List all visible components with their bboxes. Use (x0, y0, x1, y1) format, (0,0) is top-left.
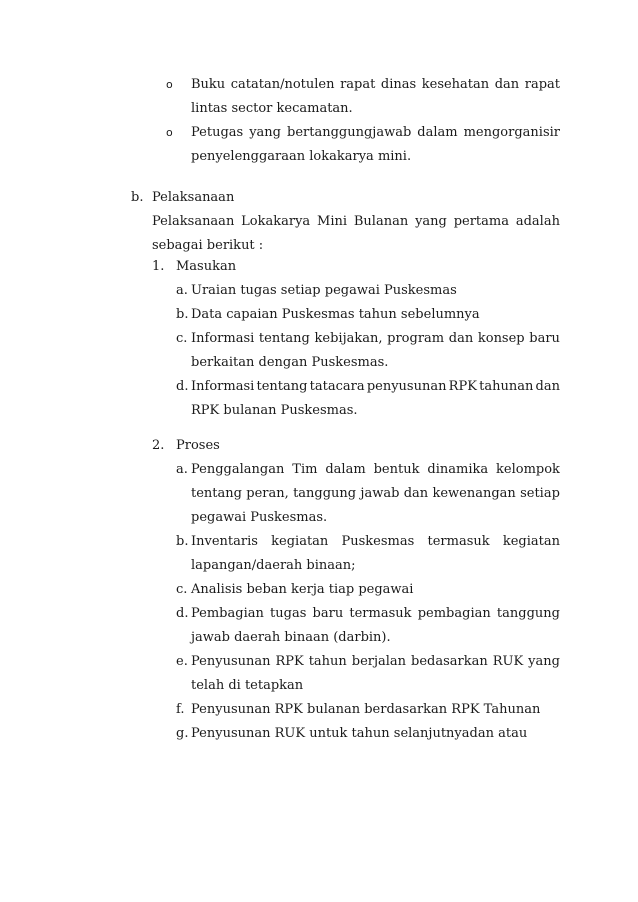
word: RPK (448, 379, 477, 394)
word: kesehatan (421, 77, 490, 92)
item-text (191, 702, 540, 718)
item-marker (176, 534, 188, 550)
text-line: Uraian tugas setiap pegawai Puskesmas (191, 283, 457, 298)
word: rapat (524, 77, 560, 92)
item-text (191, 558, 356, 574)
word: peran, (246, 486, 289, 501)
text-line: d. (176, 379, 189, 394)
word: program (387, 331, 445, 346)
word: Inventaris (191, 534, 258, 549)
list-number (152, 259, 164, 275)
item-text (191, 726, 527, 742)
text-line: o (166, 78, 173, 91)
word: setiap (520, 486, 560, 501)
text-line: c. (176, 331, 188, 346)
text-line: g. (176, 726, 189, 741)
bullet-text (191, 77, 560, 93)
word: tentang (191, 486, 242, 501)
word: kebijakan, (314, 331, 383, 346)
word: Bulanan (353, 214, 409, 229)
bullet-marker (166, 125, 173, 141)
word: tahunan (479, 379, 534, 394)
text-line: Pelaksanaan (152, 190, 235, 205)
word: RUK (492, 654, 524, 669)
word: dinas (380, 77, 417, 92)
bullet-text (191, 101, 353, 117)
text-line: lapangan/daerah binaan; (191, 558, 356, 573)
word: kegiatan (502, 534, 560, 549)
item-text (191, 582, 413, 598)
bullet-marker (166, 77, 173, 93)
item-marker (176, 606, 188, 622)
word: termasuk (427, 534, 490, 549)
item-text (191, 355, 388, 371)
word: tatacara (309, 379, 365, 394)
word: dan (403, 486, 429, 501)
word: dinamika (427, 462, 489, 477)
text-line: 2. (152, 438, 165, 453)
section-intro (152, 214, 560, 230)
word: tugas (270, 606, 307, 621)
item-text (191, 283, 457, 299)
item-text (191, 307, 480, 323)
word: Informasi (191, 379, 255, 394)
text-line (191, 379, 560, 395)
word: penyusunan (366, 379, 447, 394)
bullet-text (191, 149, 411, 165)
text-line: Proses (176, 438, 220, 453)
text-line: jawab daerah binaan (darbin). (191, 630, 391, 645)
word: yang (415, 214, 447, 229)
word: Penyusunan (191, 654, 271, 669)
text-line: c. (176, 582, 188, 597)
word: Mini (317, 214, 348, 229)
text-line: Penyusunan RUK untuk tahun selanjutnyadan atau (191, 726, 528, 741)
word: yang (528, 654, 560, 669)
text-line: 1. (152, 259, 165, 274)
word: Buku (191, 77, 226, 92)
word: Pembagian (191, 606, 264, 621)
item-text (191, 379, 560, 395)
item-marker (176, 726, 188, 742)
text-line: e. (176, 654, 188, 669)
list-number (152, 438, 164, 454)
text-line (191, 462, 560, 478)
word: termasuk (349, 606, 412, 621)
word: RPK (275, 654, 304, 669)
list-title (176, 438, 220, 454)
word: pertama (453, 214, 509, 229)
item-text (191, 403, 358, 419)
word: tanggung (496, 606, 560, 621)
word: Petugas (191, 125, 244, 140)
section-intro (152, 238, 263, 254)
text-line: Data capaian Puskesmas tahun sebelumnya (191, 307, 480, 322)
word: Puskesmas (341, 534, 415, 549)
text-line: b. (176, 534, 189, 549)
item-text (191, 606, 560, 622)
section-heading (152, 190, 234, 206)
item-text (191, 510, 327, 526)
word: rapat (340, 77, 376, 92)
item-text (191, 462, 560, 478)
word: konsep (477, 331, 525, 346)
word: baru (529, 331, 560, 346)
word: Informasi (191, 331, 255, 346)
word: dan (448, 331, 474, 346)
bullet-text (191, 125, 560, 141)
word: tahun (308, 654, 347, 669)
item-marker (176, 379, 188, 395)
text-line: d. (176, 606, 189, 621)
item-text (191, 534, 560, 550)
word: yang (249, 125, 281, 140)
word: dan (535, 379, 560, 394)
text-line: Masukan (176, 259, 237, 274)
word: bedasarkan (411, 654, 488, 669)
text-line (191, 486, 560, 502)
item-text (191, 678, 303, 694)
word: tanggung (293, 486, 357, 501)
word: Pelaksanaan (152, 214, 235, 229)
word: dalam (325, 462, 366, 477)
text-line: RPK bulanan Puskesmas. (191, 403, 358, 418)
word: kelompok (496, 462, 560, 477)
text-line: a. (176, 283, 188, 298)
item-marker (176, 283, 188, 299)
text-line: berkaitan dengan Puskesmas. (191, 355, 389, 370)
text-line (191, 606, 560, 622)
text-line: pegawai Puskesmas. (191, 510, 328, 525)
text-line: b. (176, 307, 189, 322)
text-line (191, 654, 560, 670)
text-line (191, 125, 560, 141)
word: bentuk (373, 462, 420, 477)
item-text (191, 486, 560, 502)
section-marker (131, 190, 143, 206)
item-text (191, 630, 391, 646)
word: Tim (292, 462, 318, 477)
text-line (191, 77, 560, 93)
word: kegiatan (271, 534, 329, 549)
item-marker (176, 654, 188, 670)
text-line (191, 534, 560, 550)
item-marker (176, 307, 188, 323)
list-title (176, 259, 236, 275)
word: Penggalangan (191, 462, 285, 477)
word: pembagian (417, 606, 491, 621)
word: bertanggungjawab (287, 125, 412, 140)
text-line: Analisis beban kerja tiap pegawai (191, 582, 414, 597)
word: tentang (256, 379, 308, 394)
word: jawab (360, 486, 400, 501)
text-line: Penyusunan RPK bulanan berdasarkan RPK Tahunan (191, 702, 541, 717)
text-line (152, 214, 560, 230)
word: tentang (258, 331, 310, 346)
word: Lokakarya (241, 214, 311, 229)
text-line (191, 331, 560, 347)
text-line: b. (131, 190, 144, 205)
text-line: penyelenggaraan lokakarya mini. (191, 149, 412, 164)
item-marker (176, 331, 187, 347)
word: berjalan (351, 654, 407, 669)
word: dan (494, 77, 520, 92)
item-marker (176, 702, 184, 718)
word: dalam (417, 125, 458, 140)
item-text (191, 654, 560, 670)
text-line: lintas sector kecamatan. (191, 101, 353, 116)
item-marker (176, 462, 188, 478)
item-marker (176, 582, 187, 598)
word: adalah (515, 214, 560, 229)
word: mengorganisir (463, 125, 560, 140)
text-line: sebagai berikut : (152, 238, 264, 253)
word: baru (312, 606, 344, 621)
text-line: f. (176, 702, 185, 717)
text-line: o (166, 126, 173, 139)
item-text (191, 331, 560, 347)
text-line: telah di tetapkan (191, 678, 304, 693)
text-line: a. (176, 462, 188, 477)
word: catatan/notulen (230, 77, 335, 92)
word: kewenangan (432, 486, 516, 501)
